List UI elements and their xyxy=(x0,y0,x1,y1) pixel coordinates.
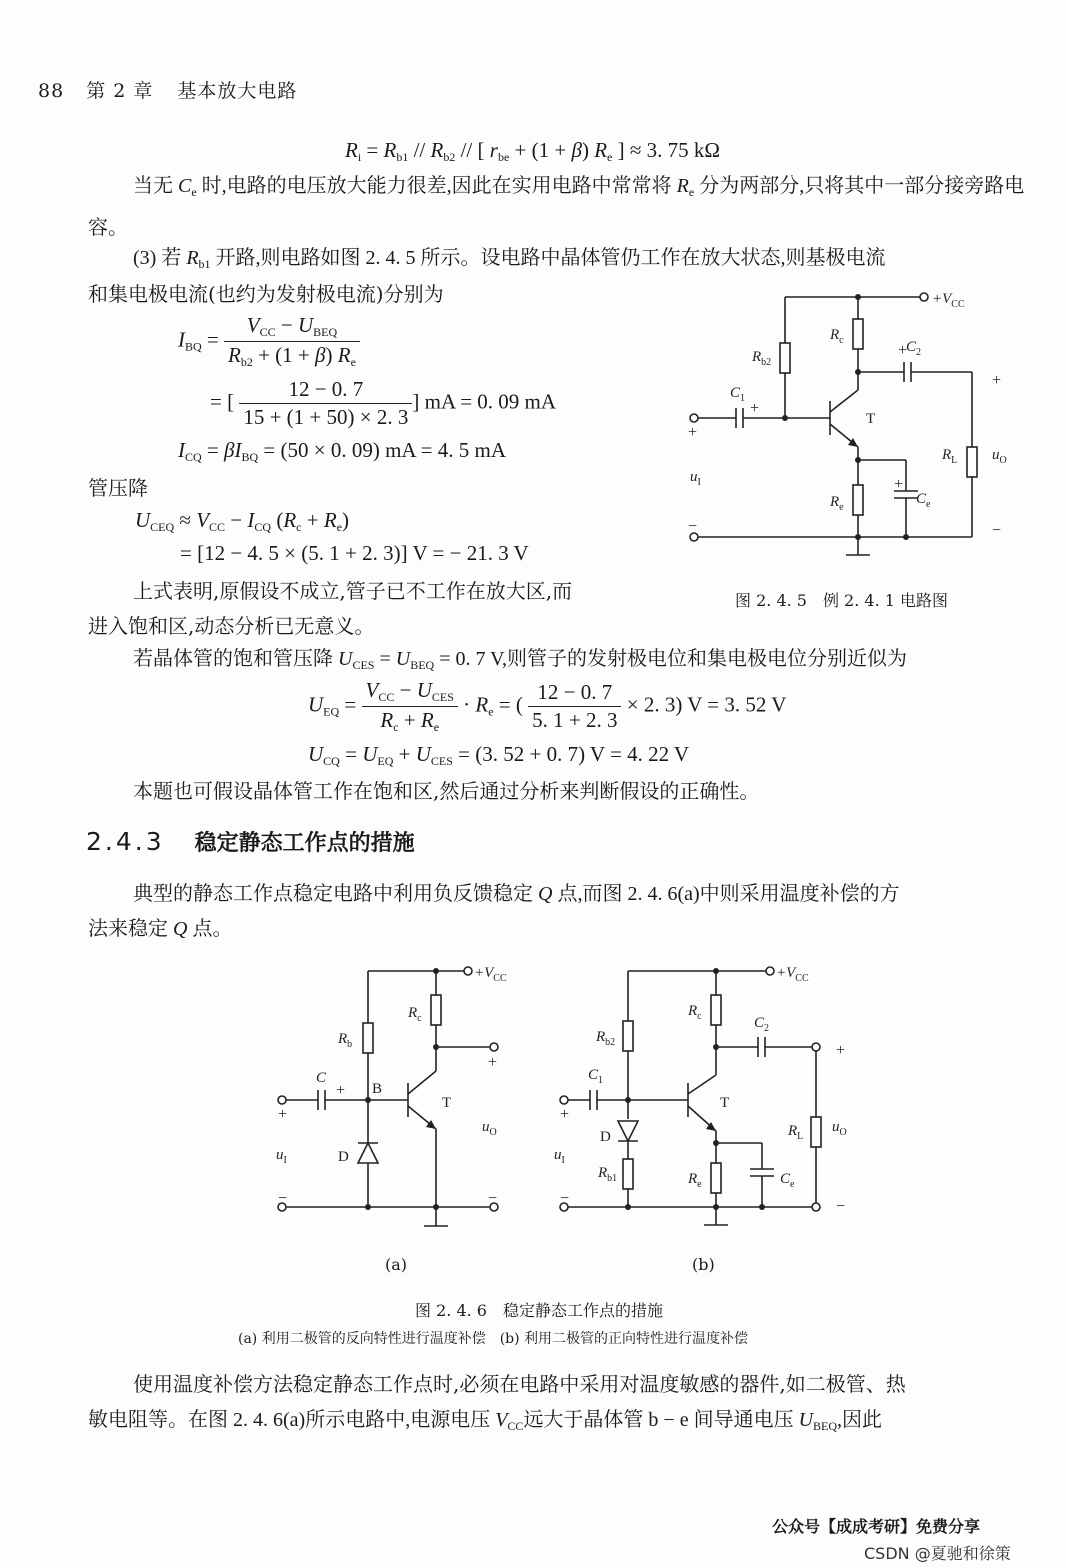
figure-label-a: (a) xyxy=(385,1255,408,1274)
equation-uceq: $U_{CEQ} \approx V_{CC} - I_{CQ}$ $(R_c + R_e)$ xyxy=(135,508,349,534)
paragraph-no-ce: 当无 $C_e$ 时,电路的电压放大能力很差,因此在实用电路中常常将 $R_e$ 分为两部分,只将其中一部分接旁路电容。 xyxy=(88,175,1025,239)
equation-uceq-line2: = [12 − 4. 5 × (5. 1 + 2. 3)] V = − 21. 3 V xyxy=(180,541,529,565)
equation-icq: $I_{CQ} = \beta I_{BQ} = (50 \times 0$. 09) mA = 4. 5 mA xyxy=(178,438,507,464)
label-rc: $R_c$ xyxy=(830,327,844,346)
label-re: $R_e$ xyxy=(830,494,844,513)
figure-caption-2-4-6: 图 2. 4. 6 稳定静态工作点的措施 xyxy=(415,1301,663,1320)
svg-text:T: T xyxy=(442,1095,452,1111)
svg-text:C1: $C_1$ xyxy=(588,1067,604,1086)
svg-text:Ce: $C_e$ xyxy=(780,1171,795,1190)
label-ui: $u_I$ xyxy=(690,469,701,488)
svg-text:Rb1: $R_{b1}$ xyxy=(598,1165,618,1184)
label-rb2: $R_{b2}$ xyxy=(752,349,772,368)
equation-ri: $R_i = R_{b1} // R_{b2}$ // [ $r_{be} + (1 + \beta)$ $R_e$ ] ≈ 3. 75 kΩ xyxy=(345,138,720,164)
svg-text:+: + xyxy=(836,1042,846,1059)
circuit-figure-2-4-6-a xyxy=(268,955,528,1240)
svg-text:−: − xyxy=(836,1198,846,1215)
svg-text:Re: $R_e$ xyxy=(688,1171,702,1190)
svg-text:Rc: $R_c$ xyxy=(688,1003,702,1022)
paragraph-typical-circuit-line2: 法来稳定 Q 点。 xyxy=(88,918,233,940)
paragraph-saturation: 若晶体管的饱和管压降 $U_{CES} = U_{BEQ} = 0$. 7 V,则管子的发射极电位和集电极电位分别近似为 xyxy=(133,648,907,672)
svg-text:Rb: $R_b$ xyxy=(338,1031,353,1050)
svg-text:+: + xyxy=(688,424,698,441)
svg-text:+: + xyxy=(488,1054,498,1071)
section-heading xyxy=(86,826,415,857)
label-t: T xyxy=(866,411,876,427)
svg-text:D: D xyxy=(600,1129,611,1145)
svg-text:RL: $R_L$ xyxy=(788,1123,804,1142)
equation-ueq: $U_{EQ}$ = $\frac{V_{CC} - U_{CES}}{R_c + R_e}$ · $R_e$ = ( $\frac{12 - 0. 7}{5. 1 + 2. 3}$ × 2. 3) V = 3. 52 V xyxy=(308,678,787,734)
svg-text:+: + xyxy=(278,1106,288,1123)
svg-text:uI: $u_I$ xyxy=(276,1147,287,1166)
equation-ibq: $I_{BQ}$ = $\frac{V_{CC} - U_{BEQ}}{R_{b2} + (1 + \beta) R_e}$ xyxy=(178,313,360,370)
svg-text:+: + xyxy=(560,1106,570,1123)
svg-text:uO: $u_O$ xyxy=(482,1119,497,1138)
paragraph-conclusion-line2: 进入饱和区,动态分析已无意义。 xyxy=(88,614,375,638)
paragraph-rb1-open-line2: 和集电极电流(也约为发射极电流)分别为 xyxy=(88,282,444,306)
equation-ucq: $U_{CQ} = U_{EQ} + U_{CES} = (3$. 52 + 0. 7) V = 4. 22 V xyxy=(308,742,690,768)
label-ce: $C_e$ xyxy=(916,491,931,510)
paragraph-typical-circuit: 典型的静态工作点稳定电路中利用负反馈稳定 Q 点,而图 2. 4. 6(a)中则采用温度补偿的方 xyxy=(133,883,900,905)
svg-text:−: − xyxy=(278,1190,288,1207)
svg-text:+VCC: $+V_{CC}$ xyxy=(474,965,507,984)
svg-text:+: + xyxy=(336,1082,346,1099)
svg-text:+: + xyxy=(894,476,904,493)
label-uo: $u_O$ xyxy=(992,447,1007,466)
paragraph-rb1-open: (3) 若 $R_{b1}$ 开路,则电路如图 2. 4. 5 所示。设电路中晶体管仍工作在放大状态,则基极电流 xyxy=(133,247,886,271)
label-c2: $C_2$ xyxy=(906,339,922,358)
svg-text:D: D xyxy=(338,1149,349,1165)
svg-text:uO: $u_O$ xyxy=(832,1119,847,1138)
svg-text:uI: $u_I$ xyxy=(554,1147,565,1166)
paragraph-voltage-drop: 管压降 xyxy=(88,476,148,500)
paragraph-alternative: 本题也可假设晶体管工作在饱和区,然后通过分析来判断假设的正确性。 xyxy=(133,779,760,803)
svg-text:T: T xyxy=(720,1095,730,1111)
figure-subcaption-2-4-6: (a) 利用二极管的反向特性进行温度补偿 (b) 利用二极管的正向特性进行温度补偿 xyxy=(238,1331,749,1347)
paragraph-conclusion-line1: 上式表明,原假设不成立,管子已不工作在放大区,而 xyxy=(133,579,573,603)
chapter-title: 基本放大电路 xyxy=(177,80,298,102)
svg-text:C2: $C_2$ xyxy=(754,1015,770,1034)
circuit-figure-2-4-6-b xyxy=(550,955,870,1240)
page-header xyxy=(38,76,297,103)
svg-text:+VCC: $+V_{CC}$ xyxy=(776,965,809,984)
section-title: 稳定静态工作点的措施 xyxy=(194,831,415,856)
equation-ibq-line2: = [ $\frac{12 - 0. 7}{15 + (1 + 50) \times 2. 3}$ ] mA = 0. 09 mA xyxy=(210,377,557,429)
page-number: 88 xyxy=(38,80,65,102)
csdn-credit: CSDN @夏驰和徐策 xyxy=(864,1544,1011,1563)
svg-text:+: + xyxy=(992,372,1002,389)
svg-text:−: − xyxy=(688,518,698,535)
circuit-figure-2-4-5 xyxy=(680,285,1010,575)
label-c1: $C_1$ xyxy=(730,385,746,404)
section-number: 2.4.3 xyxy=(86,827,165,856)
svg-text:Rb2: $R_{b2}$ xyxy=(596,1029,616,1048)
svg-text:−: − xyxy=(560,1190,570,1207)
paragraph-temperature-line2: 敏电阻等。在图 2. 4. 6(a)所示电路中,电源电压 $V_{CC}$远大于晶体管 b − e 间导通电压 $U_{BEQ}$,因此 xyxy=(88,1409,883,1433)
svg-text:+: + xyxy=(898,342,908,359)
chapter-label: 第 2 章 xyxy=(86,80,154,102)
svg-text:−: − xyxy=(488,1190,498,1207)
paragraph-temperature-line1: 使用温度补偿方法稳定静态工作点时,必须在电路中采用对温度敏感的器件,如二极管、热 xyxy=(133,1372,906,1396)
figure-caption-2-4-5: 图 2. 4. 5 例 2. 4. 1 电路图 xyxy=(735,591,949,610)
svg-text:C: C xyxy=(316,1070,327,1086)
label-vcc: $+V_{CC}$ xyxy=(932,291,965,310)
svg-text:+: + xyxy=(750,400,760,417)
svg-text:B: B xyxy=(372,1081,383,1097)
figure-label-b: (b) xyxy=(692,1255,715,1274)
watermark-text: 公众号【成成考研】免费分享 xyxy=(772,1517,981,1536)
svg-text:−: − xyxy=(992,522,1002,539)
label-rl: $R_L$ xyxy=(942,447,958,466)
svg-text:Rc: $R_c$ xyxy=(408,1005,422,1024)
